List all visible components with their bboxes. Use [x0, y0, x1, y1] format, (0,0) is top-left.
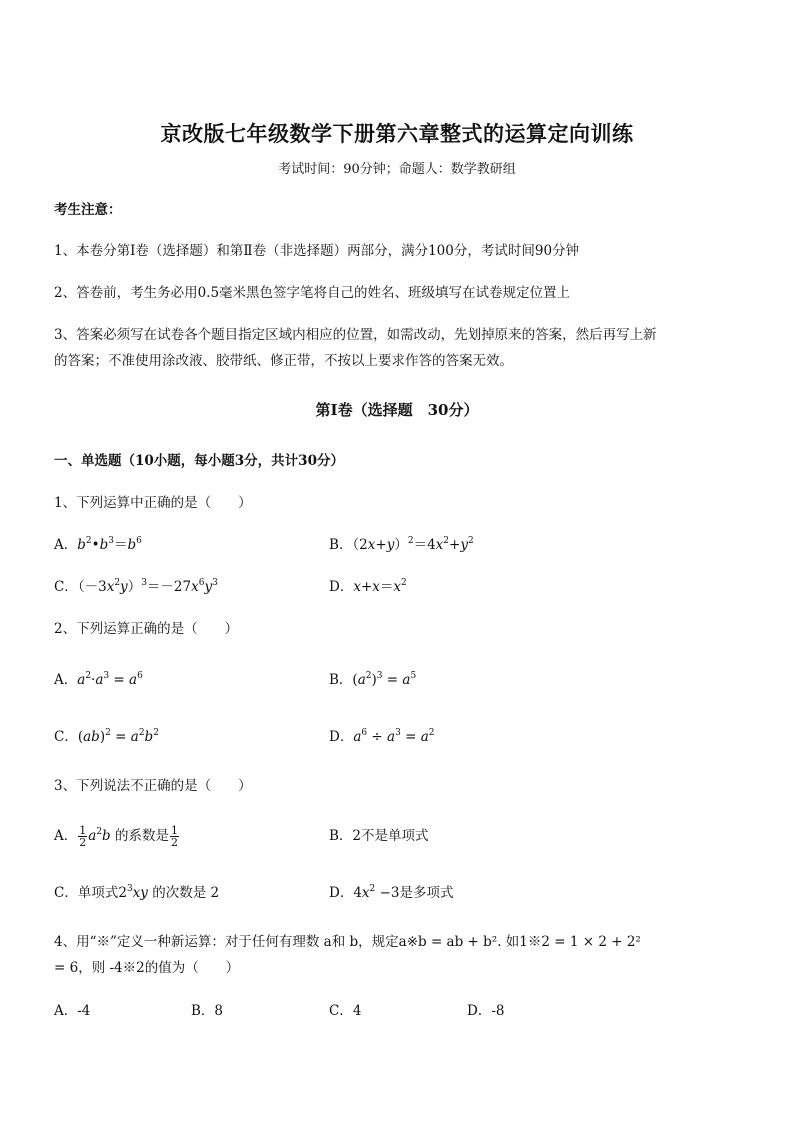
question-1-option-c[interactable]: C．$(-3x^2y)^3=-27x^6y^3$ [54, 578, 218, 595]
fraction: $\frac{1}{2}$ [171, 824, 178, 849]
notice-heading: 考生注意： [54, 202, 122, 218]
question-4-option-b[interactable]: B．8 [191, 1003, 224, 1019]
question-4-option-c[interactable]: C．4 [329, 1003, 362, 1019]
question-3-stem: 3、下列说法不正确的是（ ） [54, 778, 252, 794]
part-heading: 第Ⅰ卷（选择题 30分） [315, 401, 479, 419]
fraction: $\frac{1}{2}$ [79, 824, 87, 849]
question-1-option-d[interactable]: D．$x+x=x^2$ [329, 578, 407, 595]
question-3-option-d[interactable]: D．$4x^2 -3$是多项式 [329, 884, 454, 901]
question-4-option-a[interactable]: A．-4 [54, 1003, 91, 1019]
question-3-option-c[interactable]: C．单项式$2^3xy$ 的次数是 2 [54, 884, 220, 901]
page-title: 京改版七年级数学下册第六章整式的运算定向训练 [160, 121, 634, 146]
section-heading: 一、单选题（10小题，每小题3分，共计30分） [54, 453, 344, 469]
question-4-stem-line-1: 4、用“※”定义一种新运算：对于任何有理数 a和 b，规定a※b = ab + b². 如1※2 = 1 × 2 + 2² [54, 934, 641, 950]
question-1-stem: 1、下列运算中正确的是（ ） [54, 495, 252, 511]
question-2-option-a[interactable]: A．$a^2\cdot a^3 = a^6$ [54, 671, 143, 688]
question-2-option-c[interactable]: C．$(ab)^2 = a^2b^2$ [54, 728, 159, 745]
notice-item-3: 3、答案必须写在试卷各个题目指定区域内相应的位置，如需改动，先划掉原来的答案，然后再写上新 [54, 327, 657, 343]
question-2-stem: 2、下列运算正确的是（ ） [54, 621, 239, 637]
notice-item-2: 2、答卷前，考生务必用0.5毫米黑色签字笔将自己的姓名、班级填写在试卷规定位置上 [54, 285, 571, 301]
notice-item-1: 1、本卷分第Ⅰ卷（选择题）和第Ⅱ卷（非选择题）两部分，满分100分，考试时间90分钟 [54, 243, 580, 259]
question-3-option-a[interactable]: A． $\frac{1}{2}$ $a^2b$ 的系数是 $\frac{1}{2}$ [54, 824, 178, 849]
question-1-option-a[interactable]: A．$b^2•b^3=b^6$ [54, 536, 142, 553]
exam-info: 考试时间：90分钟；命题人：数学教研组 [278, 162, 516, 177]
question-4-option-d[interactable]: D．-8 [467, 1003, 505, 1019]
question-2-option-d[interactable]: D．$a^6 \div a^3 = a^2$ [329, 728, 435, 745]
question-2-option-b[interactable]: B．$(a^2)^3 = a^5$ [329, 671, 417, 688]
question-4-stem-line-2: = 6，则 -4※2的值为（ ） [54, 960, 240, 976]
question-1-option-b[interactable]: B．$(2x+y)^2=4x^2+y^2$ [329, 536, 474, 553]
question-3-option-b[interactable]: B．2不是单项式 [329, 828, 429, 844]
notice-item-3-cont: 的答案；不准使用涂改液、胶带纸、修正带，不按以上要求作答的答案无效。 [54, 353, 513, 369]
